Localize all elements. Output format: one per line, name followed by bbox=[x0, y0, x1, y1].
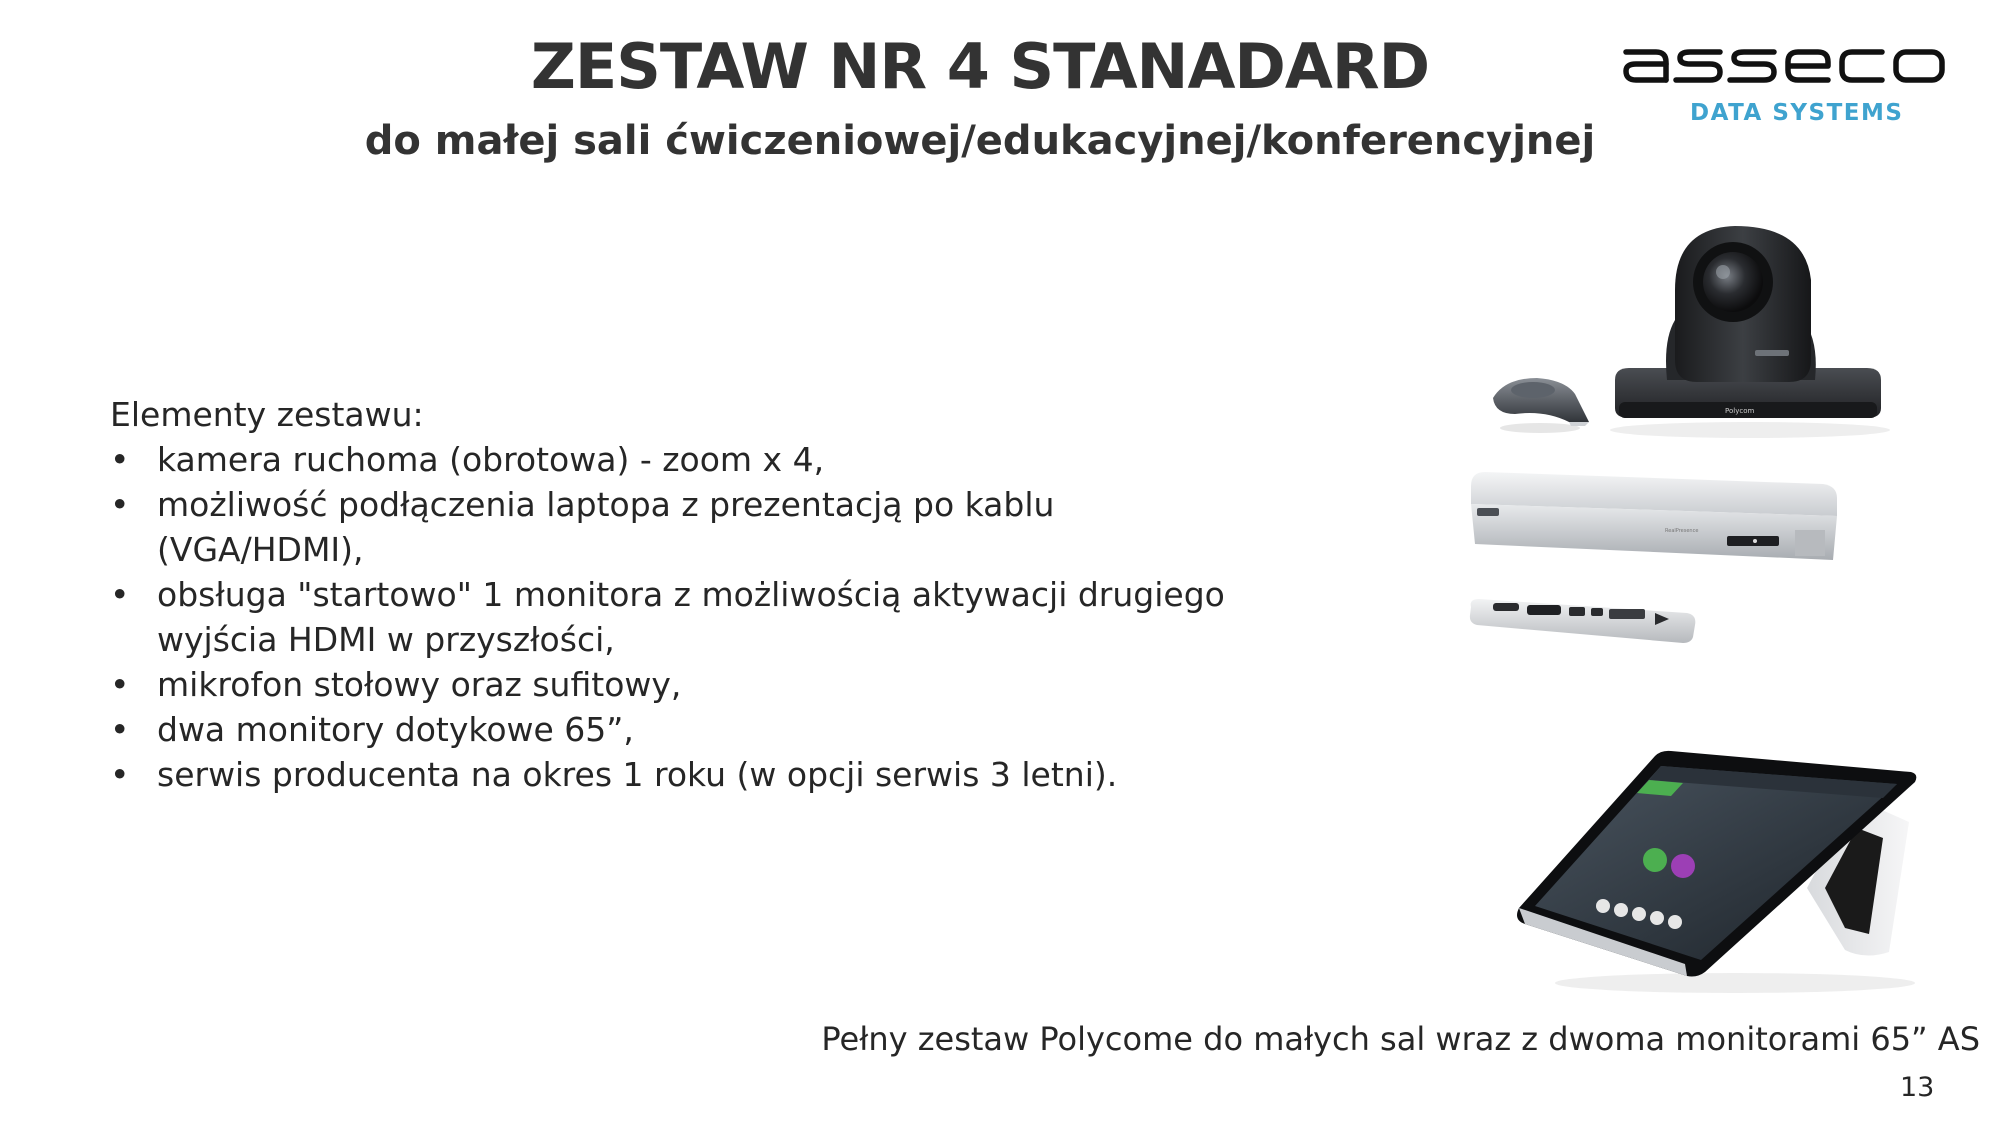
bullet-icon: • bbox=[110, 440, 130, 479]
product-caption: Pełny zestaw Polycome do małych sal wraz z dwoma monitorami 65” AS bbox=[821, 1020, 1980, 1058]
svg-text:RealPresence: RealPresence bbox=[1665, 528, 1699, 534]
ptz-camera-image bbox=[1605, 220, 1895, 440]
list-item: • możliwość podłączenia laptopa z prezentacją po kablu (VGA/HDMI), bbox=[110, 482, 1257, 572]
slide-title: ZESTAW NR 4 STANADARD bbox=[530, 30, 1430, 103]
bullet-icon: • bbox=[110, 485, 130, 524]
remote-control-image bbox=[1465, 595, 1705, 655]
microphone-image bbox=[1485, 370, 1595, 435]
list-item: • dwa monitory dotykowe 65”, bbox=[110, 707, 1257, 752]
list-item: • serwis producenta na okres 1 roku (w opcji serwis 3 letni). bbox=[110, 752, 1257, 797]
logo-tagline: DATA SYSTEMS bbox=[1690, 100, 1904, 126]
bullet-icon: • bbox=[110, 755, 130, 794]
bullet-icon: • bbox=[110, 665, 130, 704]
list-item: • kamera ruchoma (obrotowa) - zoom x 4, bbox=[110, 437, 1257, 482]
list-heading: Elementy zestawu: bbox=[110, 395, 424, 434]
list-item: • obsługa "startowo" 1 monitora z możliwością aktywacji drugiego wyjścia HDMI w przyszłości, bbox=[110, 572, 1237, 662]
page-number: 13 bbox=[1900, 1072, 1935, 1103]
slide-subtitle: do małej sali ćwiczeniowej/edukacyjnej/konferencyjnej bbox=[364, 118, 1596, 164]
codec-unit-image bbox=[1465, 460, 1845, 570]
svg-text:Polycom: Polycom bbox=[1725, 407, 1755, 415]
list-item: • mikrofon stołowy oraz sufitowy, bbox=[110, 662, 1257, 707]
bullet-icon: • bbox=[110, 575, 130, 614]
touch-panel-image bbox=[1505, 738, 1930, 998]
equipment-list bbox=[110, 392, 1257, 797]
bullet-icon: • bbox=[110, 710, 130, 749]
